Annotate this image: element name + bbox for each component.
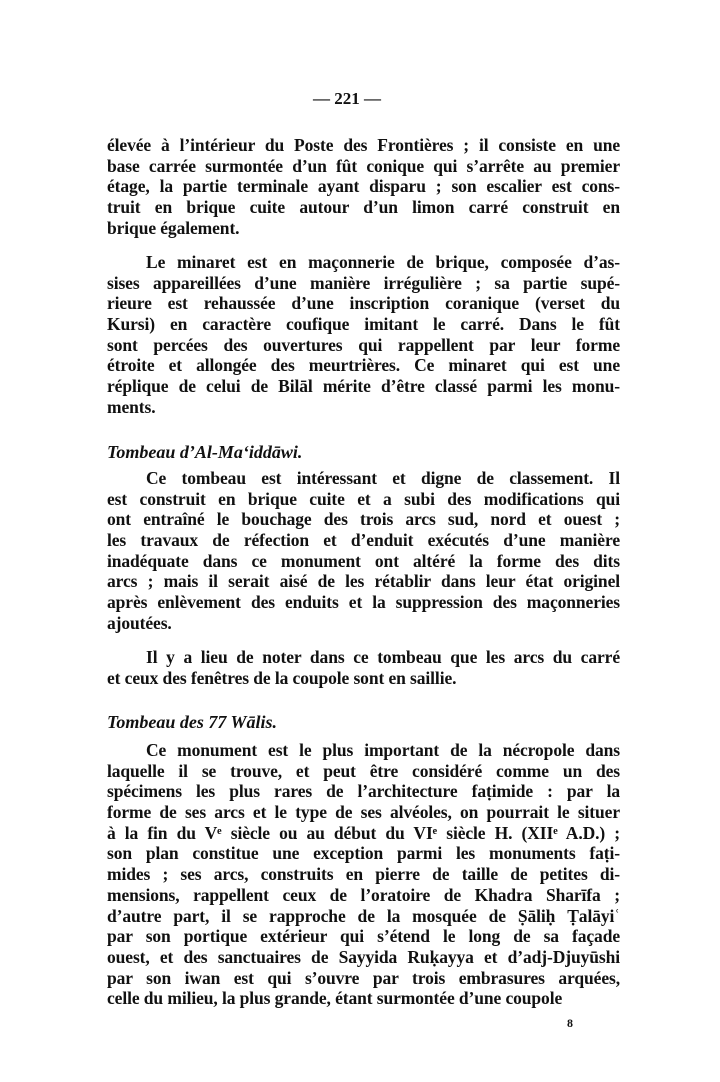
text-line: Ce tombeau est intéressant et digne de classement. Il <box>146 468 620 488</box>
text-line: sont percées des ouvertures qui rappellent par leur forme <box>107 334 620 355</box>
text-line: ments. <box>107 396 156 417</box>
text-line: Ce monument est le plus important de la nécropole dans <box>146 740 620 760</box>
text-line: rieure est rehaussée d’une inscription coranique (verset du <box>107 293 620 314</box>
text-line: par son iwan est qui s’ouvre par trois embrasures arquées, <box>107 967 620 988</box>
text-line: celle du milieu, la plus grande, étant surmontée d’une coupole <box>107 988 563 1009</box>
text-line: son plan constitue une exception parmi les monuments faṭi- <box>107 843 620 864</box>
text-line: Le minaret est en maçonnerie de brique, composée d’as- <box>146 252 620 272</box>
text-line: sises appareillées d’une manière irrégulière ; sa partie supé- <box>107 272 620 293</box>
paragraph <box>107 740 620 1009</box>
text-line: base carrée surmontée d’un fût conique qui s’arrête au premier <box>107 155 620 176</box>
text-line: et ceux des fenêtres de la coupole sont en saillie. <box>107 667 457 688</box>
section-heading: Tombeau d’Al-Ma‘iddāwi. <box>107 442 303 462</box>
text-line: brique également. <box>107 217 240 238</box>
text-line: ont entraîné le bouchage des trois arcs sud, nord et ouest ; <box>107 509 620 530</box>
text-line: ouest, et des sanctuaires de Sayyida Ruḳayya et d’adj-Djuyūshi <box>107 946 620 967</box>
text-line: par son portique extérieur qui s’étend le long de sa façade <box>107 926 620 947</box>
text-line: élevée à l’intérieur du Poste des Frontières ; il consiste en une <box>107 135 620 155</box>
text-line: laquelle il se trouve, et peut être considéré comme un des <box>107 760 620 781</box>
text-line: étage, la partie terminale ayant disparu ; son escalier est cons- <box>107 176 620 197</box>
text-line: d’autre part, il se rapproche de la mosquée de Ṣāliḥ Ṭalāyiʿ <box>107 905 620 926</box>
text-line: est construit en brique cuite et a subi des modifications qui <box>107 488 620 509</box>
text-line: mensions, rappellent ceux de l’oratoire de Khadra Sharīfa ; <box>107 884 620 905</box>
text-line: après enlèvement des enduits et la suppression des maçonneries <box>107 592 620 613</box>
text-line: inadéquate dans ce monument ont altéré la forme des dits <box>107 550 620 571</box>
paragraph <box>107 252 620 418</box>
text-line: spécimens les plus rares de l’architecture faṭimide : par la <box>107 781 620 802</box>
paragraph <box>107 647 620 688</box>
signature-mark: 8 <box>567 1016 573 1030</box>
page-number: — 221 — <box>313 89 381 108</box>
text-line: forme de ses arcs et le type de ses alvéoles, on pourrait le situer <box>107 802 620 823</box>
text-line: Kursi) en caractère coufique imitant le carré. Dans le fût <box>107 314 620 335</box>
text-line: truit en brique cuite autour d’un limon carré construit en <box>107 197 620 218</box>
section-heading: Tombeau des 77 Wālis. <box>107 712 278 732</box>
paragraph <box>107 135 620 238</box>
text-line: Il y a lieu de noter dans ce tombeau que les arcs du carré <box>146 647 620 667</box>
paragraph <box>107 468 620 634</box>
text-line: arcs ; mais il serait aisé de les rétablir dans leur état originel <box>107 571 620 592</box>
text-line: réplique de celui de Bilāl mérite d’être classé parmi les monu- <box>107 376 620 397</box>
text-line: les travaux de réfection et d’enduit exécutés d’une manière <box>107 530 620 551</box>
text-line: ajoutées. <box>107 612 172 633</box>
text-line: mides ; ses arcs, construits en pierre de taille de petites di- <box>107 864 620 885</box>
text-line: étroite et allongée des meurtrières. Ce minaret qui est une <box>107 355 620 376</box>
text-line: à la fin du Vᵉ siècle ou au début du VIᵉ siècle H. (XIIᵉ A.D.) ; <box>107 822 620 843</box>
